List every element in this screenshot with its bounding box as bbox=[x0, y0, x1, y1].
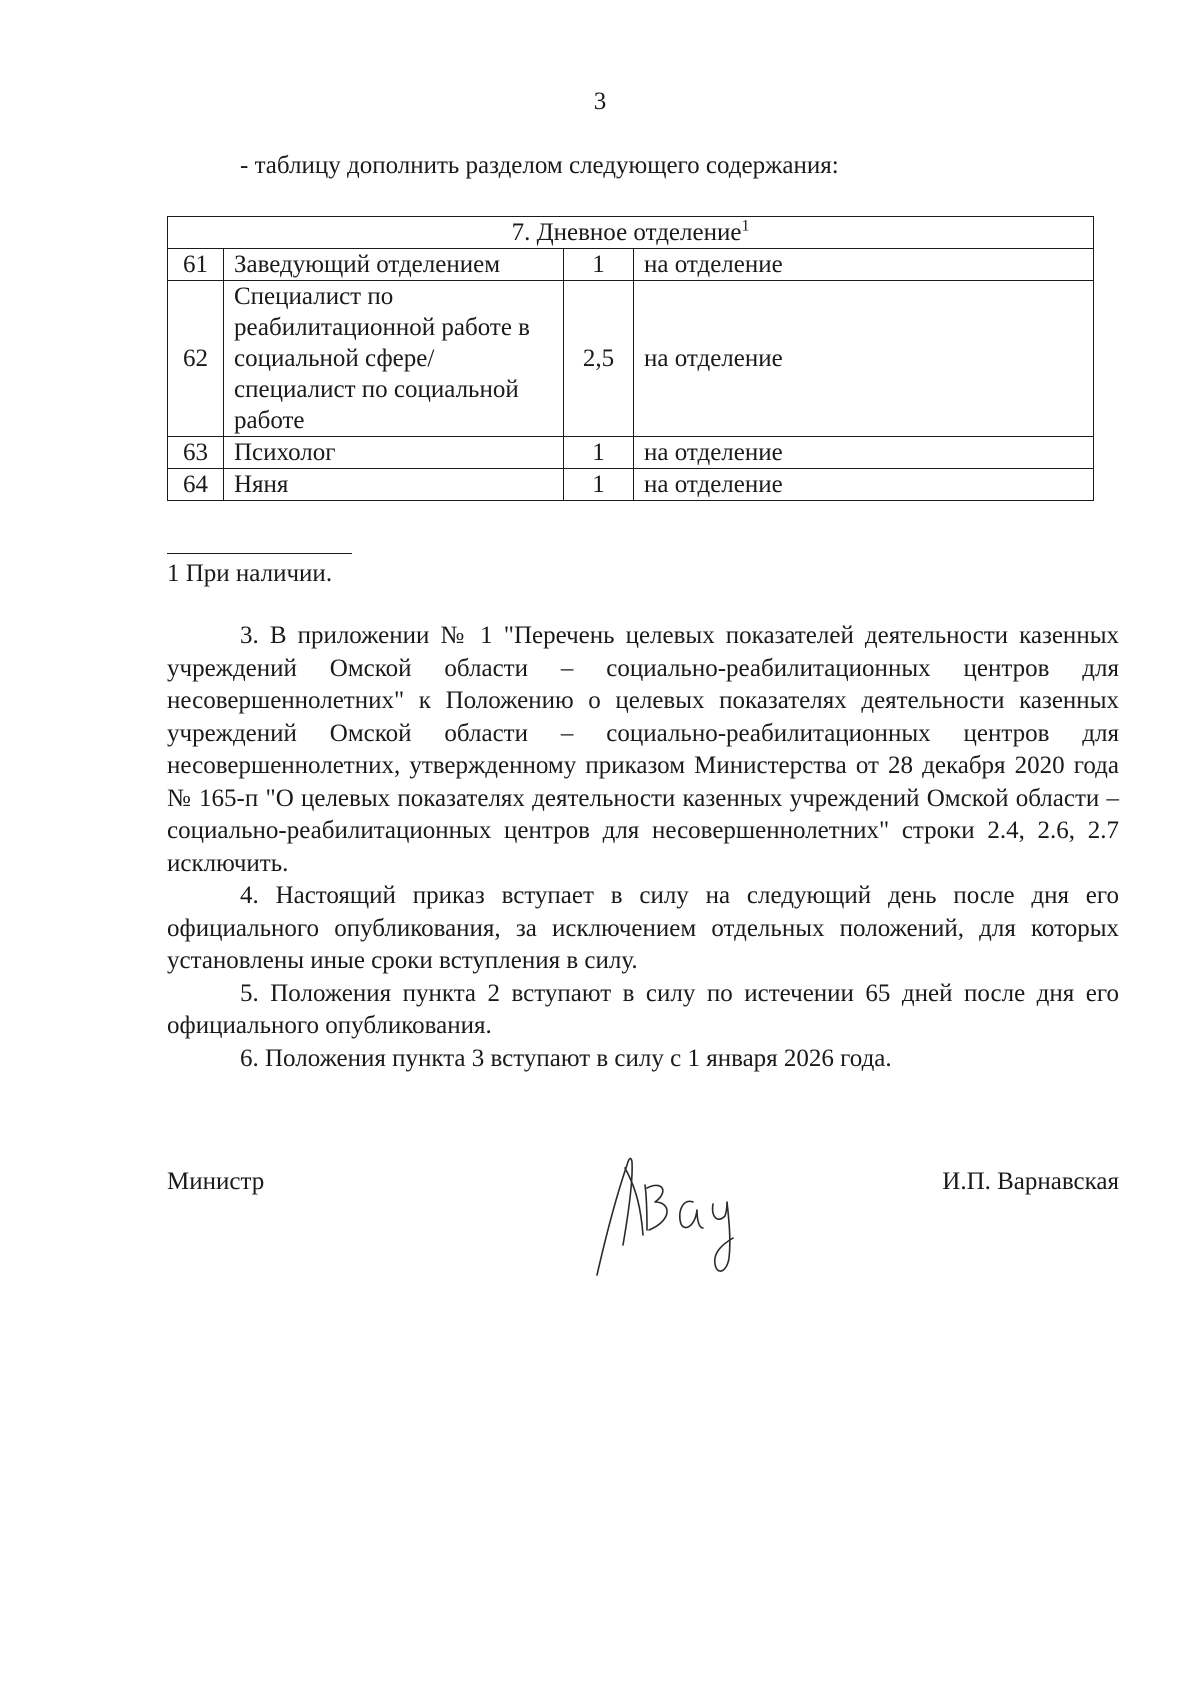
signatory-title: Министр bbox=[167, 1168, 265, 1195]
row-position: Заведующий отделением bbox=[224, 249, 564, 281]
paragraph-4: 4. Настоящий приказ вступает в силу на следующий день после дня его официального опубликования, за исключением отдельных положений, для которых установлены иные сроки вступления в силу. bbox=[167, 882, 1119, 974]
section-footnote-mark: 1 bbox=[741, 217, 750, 235]
row-number: 63 bbox=[168, 437, 224, 469]
page-number: 3 bbox=[593, 88, 607, 115]
paragraph-3: 3. В приложении № 1 "Перечень целевых показателей деятельности казенных учреждений Омской области – социально-реабилитационных центров для несовершеннолетних" к Положению о целевых показателях деятельности казенных учреждений Омской области – социально-реабилитационных центров для несовершеннолетних, утвержденному приказом Министерства от 28 декабря 2020 года № 165-п "О целевых показателях деятельности казенных учреждений Омской области – социально-реабилитационных центров для несовершеннолетних" строки 2.4, 2.6, 2.7 исключить. bbox=[167, 622, 1119, 877]
table-section-header bbox=[168, 217, 1094, 249]
row-position: Специалист по реабилитационной работе в социальной сфере/специалист по социальной работе bbox=[224, 281, 564, 437]
row-number: 61 bbox=[168, 249, 224, 281]
row-basis: на отделение bbox=[634, 281, 1094, 437]
row-quantity: 1 bbox=[564, 249, 634, 281]
row-position: Няня bbox=[224, 469, 564, 501]
table-row bbox=[168, 437, 1094, 469]
row-basis: на отделение bbox=[634, 437, 1094, 469]
order-body bbox=[167, 620, 1119, 1075]
row-position: Психолог bbox=[224, 437, 564, 469]
row-quantity: 2,5 bbox=[564, 281, 634, 437]
row-number: 64 bbox=[168, 469, 224, 501]
footnote: 1 При наличии. bbox=[167, 560, 333, 587]
row-number: 62 bbox=[168, 281, 224, 437]
row-quantity: 1 bbox=[564, 437, 634, 469]
row-basis: на отделение bbox=[634, 469, 1094, 501]
paragraph-5: 5. Положения пункта 2 вступают в силу по истечении 65 дней после дня его официального опубликования. bbox=[167, 979, 1119, 1039]
footnote-divider bbox=[167, 553, 352, 554]
table-row bbox=[168, 249, 1094, 281]
table-row bbox=[168, 469, 1094, 501]
paragraph-6: 6. Положения пункта 3 вступают в силу с 1 января 2026 года. bbox=[240, 1044, 892, 1072]
staff-table bbox=[167, 216, 1094, 501]
table-row bbox=[168, 281, 1094, 437]
row-basis: на отделение bbox=[634, 249, 1094, 281]
intro-text: - таблицу дополнить разделом следующего содержания: bbox=[240, 152, 839, 179]
row-quantity: 1 bbox=[564, 469, 634, 501]
section-title: 7. Дневное отделение bbox=[511, 219, 742, 246]
handwritten-signature bbox=[585, 1140, 765, 1285]
signatory-name: И.П. Варнавская bbox=[942, 1168, 1119, 1195]
